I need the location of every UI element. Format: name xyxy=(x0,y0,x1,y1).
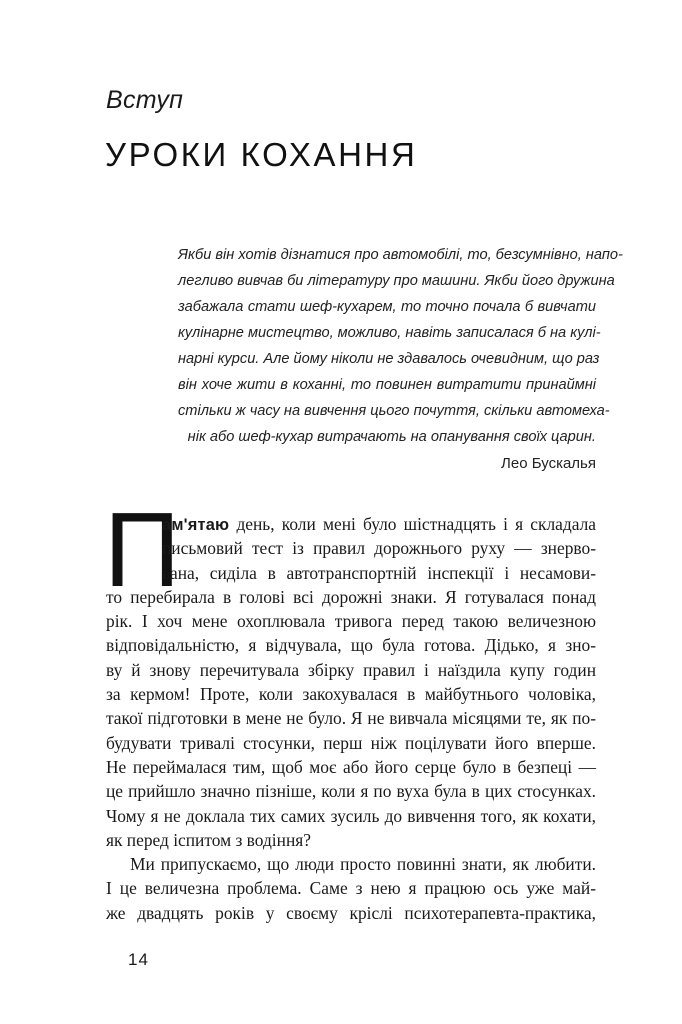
body-line: рік. І хоч мене охоплювала тривога перед такою величезною xyxy=(106,611,596,632)
body-line: ву й знову перечитувала збірку правил і наїздила купу годин xyxy=(106,659,596,680)
epigraph-line: стільки ж часу на вивчення цього почуття, скільки автомеха- xyxy=(178,403,610,419)
epigraph-line: легливо вивчав би літературу про машини. Якби його дружина xyxy=(178,273,615,289)
body-line: письмовий тест із правил дорожнього руху — знерво- xyxy=(162,538,596,559)
body-line: вана, сиділа в автотранспортній інспекції і несамови- xyxy=(162,562,596,583)
epigraph-line: забажала стати шеф-кухарем, то точно почала б вивчати xyxy=(178,299,596,315)
body-line: відповідальністю, я відчувала, що була готова. Дідько, я зно- xyxy=(106,635,596,656)
body-first-line xyxy=(106,512,596,536)
body-line: як перед іспитом з водіння? xyxy=(106,829,311,850)
body-text xyxy=(106,512,596,925)
first-line-rest: день, коли мені було шістнадцять і я складала xyxy=(236,514,596,534)
epigraph-line: Якби він хотів дізнатися про автомобілі, то, безсумнівно, напо- xyxy=(178,247,623,263)
epigraph-line: нарні курси. Але йому ніколи не здавалось очевидним, що раз xyxy=(178,351,600,367)
epigraph xyxy=(178,242,623,478)
epigraph-line: нік або шеф-кухар витрачають на опанування своїх царин. xyxy=(187,429,596,445)
chapter-title: УРОКИ КОХАННЯ xyxy=(105,136,418,173)
epigraph-line: кулінарне мистецтво, можливо, навіть записалася б на кулі- xyxy=(178,325,601,341)
epigraph-line: він хоче жити в коханні, то повинен витратити принаймні xyxy=(178,377,596,393)
lead-word: ам'ятаю xyxy=(162,516,230,534)
body-line: же двадцять років у своєму кріслі психотерапевта-практика, xyxy=(106,902,596,923)
page-number: 14 xyxy=(128,950,149,969)
body-line: за кермом! Проте, коли закохувалася в майбутнього чоловіка, xyxy=(106,684,596,705)
epigraph-author: Лео Бускалья xyxy=(501,455,596,472)
body-line: Чому я не доклала тих самих зусиль до вивчення того, як кохати, xyxy=(106,805,596,826)
drop-cap: П xyxy=(104,491,181,609)
body-line: це прийшло значно пізніше, коли я по вуха була в цих стосунках. xyxy=(106,781,596,802)
body-line: то перебирала в голові всі дорожні знаки. Я готувалася понад xyxy=(106,586,596,607)
body-line: Не переймалася тим, щоб моє або його серце було в безпеці — xyxy=(106,756,596,777)
body-line: такої підготовки в мене не було. Я не вивчала місяцями те, як по- xyxy=(106,708,596,729)
body-line: будувати тривалі стосунки, перш ніж поцілувати його вперше. xyxy=(106,732,596,753)
section-label: Вступ xyxy=(106,86,184,114)
body-line: Ми припускаємо, що люди просто повинні знати, як любити. xyxy=(130,854,596,875)
body-line: І це величезна проблема. Саме з нею я працюю ось уже май- xyxy=(106,878,596,899)
